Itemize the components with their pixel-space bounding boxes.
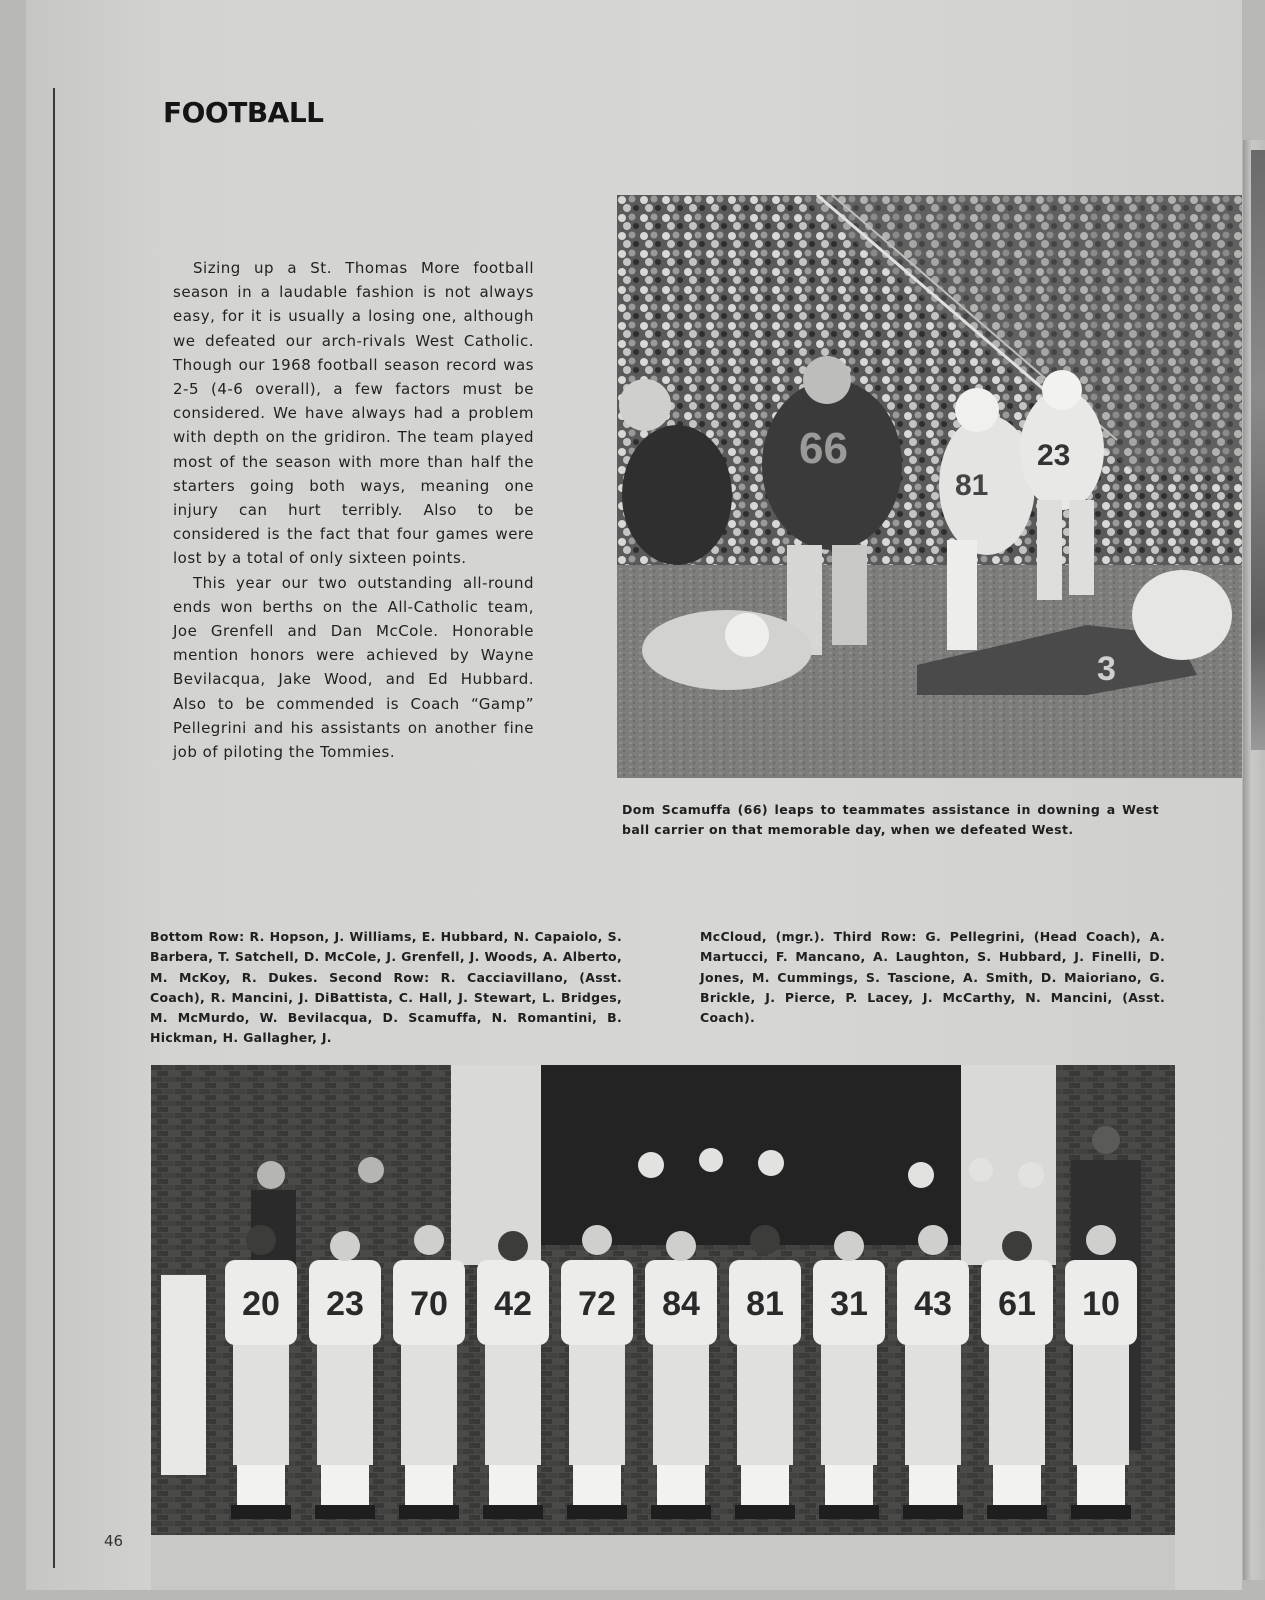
article-body	[173, 256, 534, 764]
action-photo	[617, 195, 1242, 778]
jersey-number: 42	[494, 1285, 532, 1323]
team-photo-image	[151, 1065, 1175, 1590]
team-roster-column-right: McCloud, (mgr.). Third Row: G. Pellegrini, (Head Coach), A. Martucci, F. Mancano, A. Laughton, S. Hubbard, J. Finelli, D. Jones, M. Cummings, S. Tascione, A. Smith, D. Maioriano, G. Brickle, J. Pierce, P. Lacey, J. McCarthy, N. Mancini, (Asst. Coach).	[700, 929, 1165, 1026]
jersey-number: 81	[746, 1285, 784, 1323]
jersey-number: 10	[1082, 1285, 1120, 1323]
jersey-number: 70	[410, 1285, 448, 1323]
action-photo-image	[617, 195, 1242, 778]
page-number: 46	[104, 1532, 124, 1550]
front-row-players	[225, 1225, 1137, 1519]
jersey-number: 72	[578, 1285, 616, 1323]
facing-page-photo-edge	[1251, 150, 1265, 750]
facing-page-edge	[1243, 140, 1265, 1580]
team-photo	[151, 1065, 1175, 1590]
article-paragraph-1: Sizing up a St. Thomas More football season in a laudable fashion is not always easy, for it is usually a losing one, although we defeated our arch-rivals West Catholic. Though our 1968 football season record was 2-5 (4-6 overall), a few factors must be considered. We have always had a problem with depth on the gridiron. The team played most of the season with more than half the starters going both ways, meaning one injury can hurt terribly. Also to be considered is the fact that four games were lost by a total of only sixteen points.	[173, 259, 534, 568]
action-photo-caption: Dom Scamuffa (66) leaps to teammates assistance in downing a West ball carrier on that memorable day, when we defeated West.	[622, 802, 1159, 837]
jersey-number: 43	[914, 1285, 952, 1323]
binding-edge	[53, 88, 55, 1568]
jersey-number: 84	[662, 1285, 700, 1323]
jersey-number: 3	[1097, 650, 1116, 688]
jersey-number: 20	[242, 1285, 280, 1323]
jersey-number: 31	[830, 1285, 868, 1323]
article-paragraph-2: This year our two outstanding all-round ends won berths on the All-Catholic team, Joe Grenfell and Dan McCole. Honorable mention honors were achieved by Wayne Bevilacqua, Jake Wood, and Ed Hubbard. Also to be commended is Coach “Gamp” Pellegrini and his assistants on another fine job of piloting the Tommies.	[173, 573, 534, 762]
jersey-number: 23	[326, 1285, 364, 1323]
jersey-number: 81	[955, 469, 989, 502]
team-roster-column-left: Bottom Row: R. Hopson, J. Williams, E. Hubbard, N. Capaiolo, S. Barbera, T. Satchell, D. McCole, J. Grenfell, J. Woods, A. Alberto, M. McKoy, R. Dukes. Second Row: R. Cacciavillano, (Asst. Coach), R. Mancini, J. DiBattista, C. Hall, J. Stewart, L. Bridges, M. McMurdo, W. Bevilacqua, D. Scamuffa, N. Romantini, B. Hickman, H. Gallagher, J.	[150, 929, 622, 1046]
jersey-number: 66	[799, 424, 848, 473]
page-title: FOOTBALL	[163, 96, 324, 129]
jersey-number: 61	[998, 1285, 1036, 1323]
jersey-number: 23	[1037, 439, 1071, 472]
